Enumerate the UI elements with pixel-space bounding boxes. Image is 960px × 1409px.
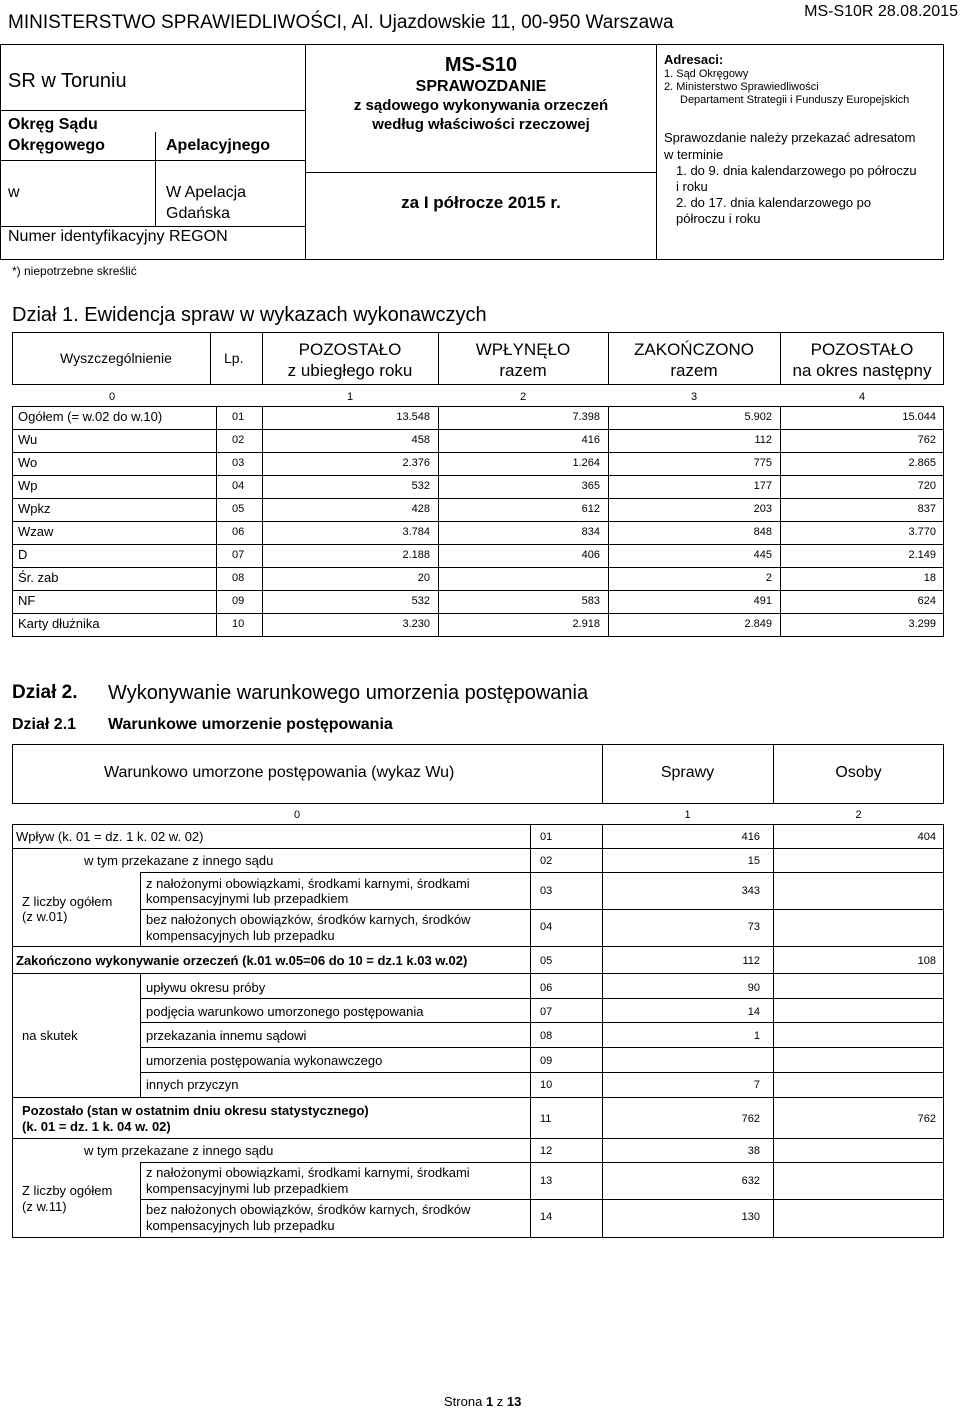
s2-row06-cases: 90 bbox=[747, 982, 760, 994]
row-value-col4: 3.299 bbox=[908, 618, 936, 630]
row-label: Wzaw bbox=[18, 524, 54, 539]
row-value-col3: 203 bbox=[753, 503, 772, 515]
s2-row13-lp: 13 bbox=[540, 1175, 553, 1187]
s2-row13-cases: 632 bbox=[741, 1175, 760, 1187]
row-value-col1: 532 bbox=[411, 595, 430, 607]
s2-row14-label-1: bez nałożonych obowiązków, środków karnych, środków bbox=[146, 1202, 471, 1217]
s2-row06-label: upływu okresu próby bbox=[146, 980, 266, 995]
s2-row12-cases: 38 bbox=[747, 1145, 760, 1157]
instruction-2: w terminie bbox=[664, 147, 724, 162]
row-value-col2: 834 bbox=[581, 526, 600, 538]
row-value-col2: 2.918 bbox=[572, 618, 600, 630]
col3-header-a: ZAKOŃCZONO bbox=[634, 340, 754, 359]
row-value-col4: 2.865 bbox=[908, 457, 936, 469]
page-total: 13 bbox=[506, 1394, 522, 1409]
row-lp: 01 bbox=[232, 411, 245, 423]
row-value-col1: 2.188 bbox=[402, 549, 430, 561]
row-value-col3: 445 bbox=[753, 549, 772, 561]
row-label: Ogółem (= w.02 do w.10) bbox=[18, 409, 163, 424]
deadline-1b: i roku bbox=[676, 179, 708, 194]
row-value-col4: 3.770 bbox=[908, 526, 936, 538]
report-title: SPRAWOZDANIE bbox=[415, 78, 547, 95]
col2-header-b: razem bbox=[499, 361, 547, 380]
col3-header-b: razem bbox=[670, 361, 718, 380]
s2-row10-label: innych przyczyn bbox=[146, 1077, 239, 1092]
row-lp: 05 bbox=[232, 503, 245, 515]
s2-row02-cases: 15 bbox=[747, 855, 760, 867]
page-number bbox=[444, 1394, 521, 1409]
row-label: Śr. zab bbox=[18, 570, 59, 585]
s2-row11-lp: 11 bbox=[540, 1113, 552, 1125]
s2-row13-label-2: kompensacyjnymi lub przepadkiem bbox=[146, 1181, 349, 1196]
row-value-col2: 583 bbox=[581, 595, 600, 607]
s2-row07-label: podjęcia warunkowo umorzonego postępowania bbox=[146, 1004, 424, 1019]
row-value-col4: 720 bbox=[917, 480, 936, 492]
col4-header-b: na okres następny bbox=[792, 361, 932, 380]
row-value-col4: 837 bbox=[917, 503, 936, 515]
col-number-1: 1 bbox=[346, 391, 354, 403]
deadline-1a: 1. do 9. dnia kalendarzowego po półroczu bbox=[676, 163, 917, 178]
s2-row14-cases: 130 bbox=[741, 1211, 760, 1223]
s2-row09-label: umorzenia postępowania wykonawczego bbox=[146, 1053, 383, 1068]
col-spec-header: Wyszczególnienie bbox=[60, 350, 172, 366]
s2-group3-label: Z liczby ogółem bbox=[22, 1183, 113, 1198]
row-label: NF bbox=[18, 593, 36, 608]
row-value-col3: 2 bbox=[765, 572, 772, 584]
row-label: Wo bbox=[18, 455, 38, 470]
col-number-4: 4 bbox=[858, 391, 866, 403]
row-lp: 02 bbox=[232, 434, 245, 446]
s2-row07-lp: 07 bbox=[540, 1006, 553, 1018]
ministry-header: MINISTERSTWO SPRAWIEDLIWOŚCI, Al. Ujazdowskie 11, 00-950 Warszawa bbox=[8, 12, 674, 33]
report-subtitle-2: według właściwości rzeczowej bbox=[372, 116, 590, 133]
addressee-1: 1. Sąd Okręgowy bbox=[664, 68, 749, 80]
s2-row03-label-1: z nałożonymi obowiązkami, środkami karnymi, środkami bbox=[146, 876, 470, 891]
col1-header-b: z ubiegłego roku bbox=[287, 361, 413, 380]
deadline-2b: półroczu i roku bbox=[676, 211, 761, 226]
addressee-2-dept: Departament Strategii i Funduszy Europejskich bbox=[680, 94, 910, 106]
s2-row01-persons: 404 bbox=[917, 831, 936, 843]
row-value-col3: 112 bbox=[754, 434, 772, 446]
addressees-label: Adresaci: bbox=[664, 52, 724, 67]
row-lp: 09 bbox=[232, 595, 245, 607]
district-label: Okręg Sądu bbox=[8, 116, 98, 133]
section2-spec-header: Warunkowo umorzone postępowania (wykaz Wu) bbox=[104, 764, 455, 781]
section1-title: Dział 1. Ewidencja spraw w wykazach wykonawczych bbox=[12, 304, 487, 326]
s2-row03-cases: 343 bbox=[741, 885, 760, 897]
s2-row12-lp: 12 bbox=[540, 1145, 553, 1157]
row-value-col4: 18 bbox=[923, 572, 936, 584]
s2-group2-label: na skutek bbox=[22, 1028, 78, 1043]
footnote: *) niepotrzebne skreślić bbox=[12, 264, 137, 278]
s2-row03-label-2: kompensacyjnymi lub przepadkiem bbox=[146, 891, 349, 906]
form-code: MS-S10R 28.08.2015 bbox=[804, 3, 958, 20]
court-name: SR w Toruniu bbox=[8, 70, 127, 92]
col-number-2: 2 bbox=[519, 391, 527, 403]
row-lp: 10 bbox=[232, 618, 245, 630]
row-value-col3: 848 bbox=[753, 526, 772, 538]
report-period: za I półrocze 2015 r. bbox=[401, 193, 561, 212]
row-lp: 07 bbox=[232, 549, 245, 561]
row-value-col1: 2.376 bbox=[402, 457, 430, 469]
w-label: w bbox=[8, 184, 20, 201]
s2-row04-label-2: kompensacyjnych lub przepadku bbox=[146, 928, 335, 943]
s2-row11-cases: 762 bbox=[741, 1113, 760, 1125]
row-value-col1: 428 bbox=[411, 503, 430, 515]
regon-label: Numer identyfikacyjny REGON bbox=[8, 228, 228, 245]
row-value-col3: 491 bbox=[753, 595, 772, 607]
row-lp: 04 bbox=[232, 480, 245, 492]
row-value-col2: 406 bbox=[581, 549, 600, 561]
row-value-col3: 2.849 bbox=[744, 618, 772, 630]
report-subtitle-1: z sądowego wykonywania orzeczeń bbox=[353, 97, 609, 114]
s2-col-number-1: 1 bbox=[684, 809, 691, 821]
col-number-3: 3 bbox=[690, 391, 698, 403]
row-value-col3: 177 bbox=[753, 480, 772, 492]
s2-row01-lp: 01 bbox=[540, 831, 553, 843]
s2-row08-lp: 08 bbox=[540, 1030, 553, 1042]
row-value-col2: 1.264 bbox=[572, 457, 600, 469]
row-label: Wp bbox=[18, 478, 38, 493]
col-number-0: 0 bbox=[108, 391, 116, 403]
s2-row04-cases: 73 bbox=[747, 921, 760, 933]
section21-title: Warunkowe umorzenie postępowania bbox=[108, 716, 393, 733]
s2-group1-label: Z liczby ogółem bbox=[22, 894, 113, 909]
row-value-col2: 416 bbox=[581, 434, 600, 446]
page-label: Strona bbox=[444, 1394, 483, 1409]
s2-row05-persons: 108 bbox=[917, 955, 936, 967]
form-code-big: MS-S10 bbox=[444, 54, 518, 76]
row-value-col1: 458 bbox=[411, 434, 430, 446]
s2-row07-cases: 14 bbox=[747, 1006, 760, 1018]
row-value-col1: 20 bbox=[417, 572, 430, 584]
row-value-col1: 532 bbox=[411, 480, 430, 492]
instruction-1: Sprawozdanie należy przekazać adresatom bbox=[664, 130, 916, 145]
s2-row06-lp: 06 bbox=[540, 982, 553, 994]
appeal-name: W Apelacja bbox=[166, 184, 247, 201]
col1-header-a: POZOSTAŁO bbox=[298, 340, 402, 359]
row-value-col1: 3.230 bbox=[402, 618, 430, 630]
s2-row13-label-1: z nałożonymi obowiązkami, środkami karnymi, środkami bbox=[146, 1165, 470, 1180]
row-lp: 06 bbox=[232, 526, 245, 538]
col-lp-header: Lp. bbox=[224, 350, 244, 366]
row-label: Karty dłużnika bbox=[18, 616, 100, 631]
row-value-col1: 13.548 bbox=[396, 411, 430, 423]
s2-row10-lp: 10 bbox=[540, 1079, 553, 1091]
s2-row08-cases: 1 bbox=[753, 1030, 760, 1042]
s2-row05-lp: 05 bbox=[540, 955, 553, 967]
s2-row09-lp: 09 bbox=[540, 1055, 553, 1067]
row-value-col1: 3.784 bbox=[402, 526, 430, 538]
s2-group3-sub: (z w.11) bbox=[22, 1199, 67, 1214]
s2-row11-label-1: Pozostało (stan w ostatnim dniu okresu statystycznego) bbox=[22, 1103, 369, 1118]
deadline-2a: 2. do 17. dnia kalendarzowego po bbox=[676, 195, 872, 210]
row-value-col2: 365 bbox=[581, 480, 600, 492]
row-value-col2: 612 bbox=[581, 503, 600, 515]
section2-num: Dział 2. bbox=[12, 682, 78, 703]
s2-row05-label: Zakończono wykonywanie orzeczeń (k.01 w.05=06 do 10 = dz.1 k.03 w.02) bbox=[16, 953, 468, 968]
col4-header-a: POZOSTAŁO bbox=[810, 340, 914, 359]
s2-row11-label-2: (k. 01 = dz. 1 k. 04 w. 02) bbox=[22, 1119, 171, 1134]
row-lp: 03 bbox=[232, 457, 245, 469]
district-regional: Okręgowego bbox=[8, 137, 105, 154]
row-lp: 08 bbox=[232, 572, 245, 584]
row-value-col3: 5.902 bbox=[744, 411, 772, 423]
s2-row14-label-2: kompensacyjnych lub przepadku bbox=[146, 1218, 335, 1233]
addressee-2: 2. Ministerstwo Sprawiedliwości bbox=[664, 81, 819, 93]
section2-cases-header: Sprawy bbox=[660, 764, 715, 781]
s2-row03-lp: 03 bbox=[540, 885, 553, 897]
s2-row11-persons: 762 bbox=[917, 1113, 936, 1125]
section21-num: Dział 2.1 bbox=[12, 716, 77, 733]
appeal-city: Gdańska bbox=[166, 205, 231, 222]
s2-row08-label: przekazania innemu sądowi bbox=[146, 1028, 307, 1043]
s2-row01-label: Wpływ (k. 01 = dz. 1 k. 02 w. 02) bbox=[16, 829, 204, 844]
page-current: 1 bbox=[485, 1394, 494, 1409]
page-sep: z bbox=[496, 1394, 504, 1409]
col2-header-a: WPŁYNĘŁO bbox=[475, 340, 571, 359]
row-value-col4: 624 bbox=[917, 595, 936, 607]
s2-row05-cases: 112 bbox=[742, 955, 760, 967]
section2-title: Wykonywanie warunkowego umorzenia postępowania bbox=[108, 682, 589, 704]
s2-row02-lp: 02 bbox=[540, 855, 553, 867]
row-value-col3: 775 bbox=[753, 457, 772, 469]
row-value-col4: 15.044 bbox=[902, 411, 936, 423]
row-label: Wu bbox=[18, 432, 38, 447]
s2-row04-lp: 04 bbox=[540, 921, 553, 933]
s2-row10-cases: 7 bbox=[753, 1079, 760, 1091]
s2-group1-sub: (z w.01) bbox=[22, 909, 68, 924]
s2-row02-label: w tym przekazane z innego sądu bbox=[84, 853, 274, 868]
s2-row12-label: w tym przekazane z innego sądu bbox=[84, 1143, 274, 1158]
section2-persons-header: Osoby bbox=[835, 764, 882, 781]
s2-row01-cases: 416 bbox=[741, 831, 760, 843]
row-value-col4: 762 bbox=[917, 434, 936, 446]
row-label: Wpkz bbox=[18, 501, 51, 516]
row-value-col2: 7.398 bbox=[572, 411, 600, 423]
district-appeal: Apelacyjnego bbox=[166, 137, 271, 154]
s2-row04-label-1: bez nałożonych obowiązków, środków karnych, środków bbox=[146, 912, 471, 927]
row-label: D bbox=[18, 547, 28, 562]
s2-row14-lp: 14 bbox=[540, 1211, 553, 1223]
s2-col-number-2: 2 bbox=[855, 809, 862, 821]
row-value-col4: 2.149 bbox=[908, 549, 936, 561]
s2-col-number-0: 0 bbox=[293, 809, 301, 821]
